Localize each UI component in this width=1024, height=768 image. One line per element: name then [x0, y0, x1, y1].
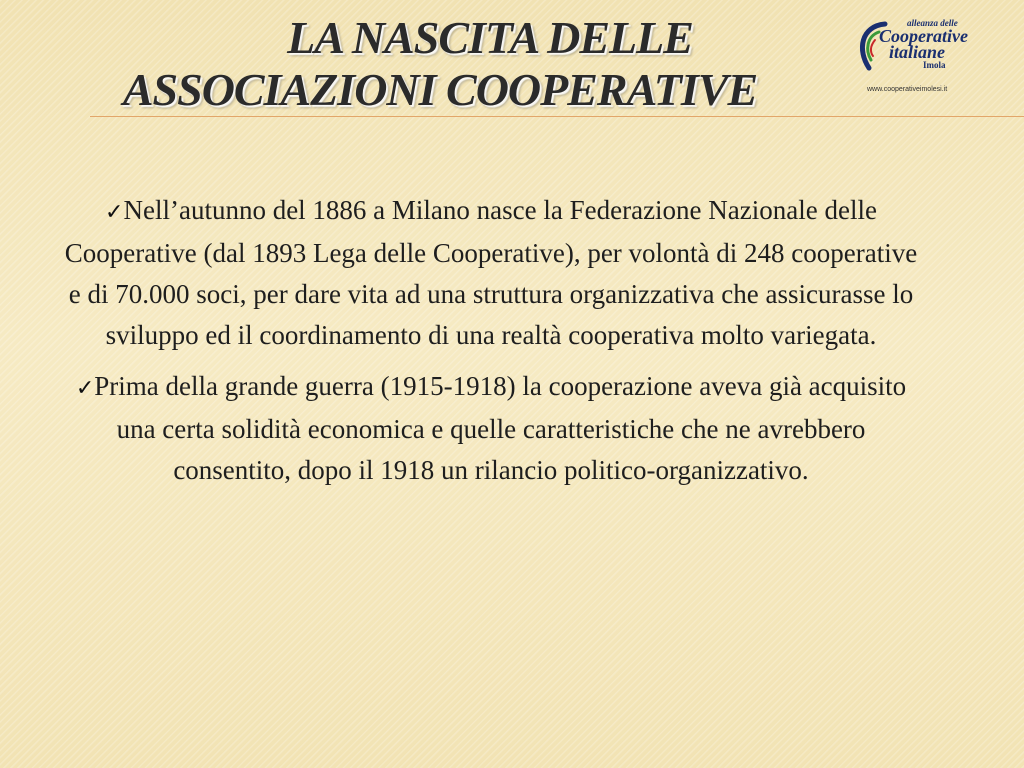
logo-wordmark — [879, 18, 968, 70]
logo-line-2: italiane — [889, 42, 946, 62]
logo-top-text: alleanza delle — [907, 18, 958, 28]
logo-url: www.cooperativeimolesi.it — [867, 86, 948, 93]
slide-title — [60, 12, 860, 116]
bullet-item — [60, 190, 922, 356]
logo-city: Imola — [923, 60, 946, 70]
slide-title-line-2: ASSOCIAZIONI COOPERATIVE — [122, 64, 758, 115]
slide-title-line-1: LA NASCITA DELLE — [287, 12, 693, 63]
slide-body — [60, 190, 922, 501]
bullet-text: Nell’autunno del 1886 a Milano nasce la Federazione Nazionale delle Cooperative (dal 1893 Lega delle Cooperative), per volontà di 248 cooperative e di 70.000 soci, per dare vita ad una struttura organizzativa che assicurasse lo sviluppo ed il coordinamento di una realtà cooperativa molto variegata. — [64, 195, 918, 350]
check-icon: ✓ — [105, 200, 124, 225]
title-divider — [90, 116, 1024, 117]
bullet-item — [60, 366, 922, 491]
logo-line-1: Cooperative — [879, 26, 968, 46]
bullet-text: Prima della grande guerra (1915-1918) la cooperazione aveva già acquisito una certa solidità economica e quelle caratteristiche che ne avrebbero consentito, dopo il 1918 un rilancio politico-organizzativo. — [94, 371, 907, 485]
check-icon: ✓ — [75, 376, 95, 401]
cooperative-logo — [855, 18, 1005, 100]
